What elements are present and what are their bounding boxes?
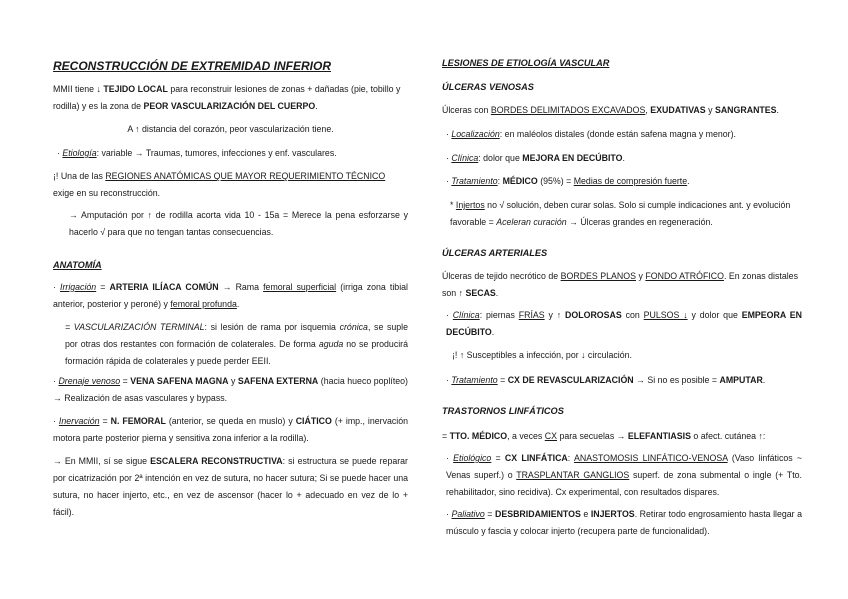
vascular-heading: LESIONES DE ETIOLOGÍA VASCULAR: [442, 58, 610, 68]
venosas-heading: ÚLCERAS VENOSAS: [442, 82, 534, 92]
vascularizacion-paragraph: = VASCULARIZACIÓN TERMINAL: si lesión de rama por isquemia crónica, se suple por otras dos restantes con formación de colaterales. De forma aguda no se producirá formación rápida de colaterales y puede perder EEII.: [65, 322, 409, 366]
etiologico-paragraph: · Etiológico = CX LINFÁTICA: ANASTOMOSIS LINFÁTICO-VENOSA (Vaso linfáticos ~ Venas superf.) o TRASPLANTAR GANGLIOS superf. de zona submental o ingle (+ Tto. rehabilitador, sino recidiva). Cx experimental, con resultados dispares.: [446, 453, 803, 497]
page-title: RECONSTRUCCIÓN DE EXTREMIDAD INFERIOR: [53, 59, 332, 73]
regiones-paragraph: ¡! Una de las REGIONES ANATÓMICAS QUE MAYOR REQUERIMIENTO TÉCNICO exige en su reconstrucción.: [53, 171, 386, 198]
paliativo-paragraph: · Paliativo = DESBRIDAMIENTOS e INJERTOS. Retirar todo engrosamiento hasta llegar a músculo y fascia y colocar injerto (recupera parte de funcionalidad).: [446, 509, 803, 536]
distance-note: A ↑ distancia del corazón, peor vascularización tiene.: [127, 124, 334, 134]
intro-paragraph: MMII tiene ↓ TEJIDO LOCAL para reconstruir lesiones de zonas + dañadas (pie, tobillo y rodilla) y es la zona de PEOR VASCULARIZACIÓN DEL CUERPO.: [53, 84, 401, 111]
irrigacion-paragraph: · Irrigación = ARTERIA ILÍACA COMÚN → Rama femoral superficial (irriga zona tibial anterior, posterior y peroné) y femoral profunda.: [53, 282, 408, 309]
arteriales-clinica: · Clínica: piernas FRÍAS y ↑ DOLOROSAS con PULSOS ↓ y dolor que EMPEORA EN DECÚBITO.: [446, 310, 802, 337]
venosas-localizacion: · Localización: en maléolos distales (donde están safena magna y menor).: [446, 129, 736, 139]
venosas-tratamiento: · Tratamiento: MÉDICO (95%) = Medias de compresión fuerte.: [446, 176, 690, 186]
etiologia-line: · Etiología: variable → Traumas, tumores, infecciones y enf. vasculares.: [57, 148, 337, 158]
drenaje-paragraph: · Drenaje venoso = VENA SAFENA MAGNA y SAFENA EXTERNA (hacia hueco poplíteo) → Realización de asas vasculares y bypass.: [53, 376, 408, 403]
amputacion-paragraph: → Amputación por ↑ de rodilla acorta vida 10 - 15a = Merece la pena esforzarse y hacerlo √ para que no tengan tantas consecuencias.: [69, 210, 408, 237]
injertos-note: * Injertos no √ solución, deben curar solas. Solo si cumple indicaciones ant. y evolución favorable = Aceleran curación → Úlceras grandes en regeneración.: [450, 200, 791, 227]
susceptibles-note: ¡! ↑ Susceptibles a infección, por ↓ circulación.: [452, 350, 632, 360]
linfaticos-intro: = TTO. MÉDICO, a veces CX para secuelas → ELEFANTIASIS o afect. cutánea ↑:: [442, 431, 766, 441]
venosas-clinica: · Clínica: dolor que MEJORA EN DECÚBITO.: [446, 153, 625, 163]
arteriales-tratamiento: · Tratamiento = CX DE REVASCULARIZACIÓN → Si no es posible = AMPUTAR.: [446, 375, 766, 385]
anatomia-heading: ANATOMÍA: [53, 260, 102, 270]
venosas-intro: Úlceras con BORDES DELIMITADOS EXCAVADOS, EXUDATIVAS y SANGRANTES.: [442, 105, 779, 115]
inervacion-paragraph: · Inervación = N. FEMORAL (anterior, se queda en muslo) y CIÁTICO (+ imp., inervación motora parte posterior pierna y sensitiva zona inferior a la rodilla).: [53, 416, 409, 443]
linfaticos-heading: TRASTORNOS LINFÁTICOS: [442, 406, 564, 416]
arteriales-heading: ÚLCERAS ARTERIALES: [442, 248, 548, 258]
arteriales-intro: Úlceras de tejido necrótico de BORDES PLANOS y FONDO ATRÓFICO. En zonas distales son ↑ SECAS.: [442, 271, 798, 298]
escalera-paragraph: → En MMII, sí se sigue ESCALERA RECONSTRUCTIVA: si estructura se puede reparar por cicatrización por 2ª intención en vez de sutura, no hacer sutura; Si se puede hacer una sutura, no hacer injerto, etc., en vez de ascensor (hacer lo + adecuado en vez de lo + fácil).: [53, 456, 408, 517]
